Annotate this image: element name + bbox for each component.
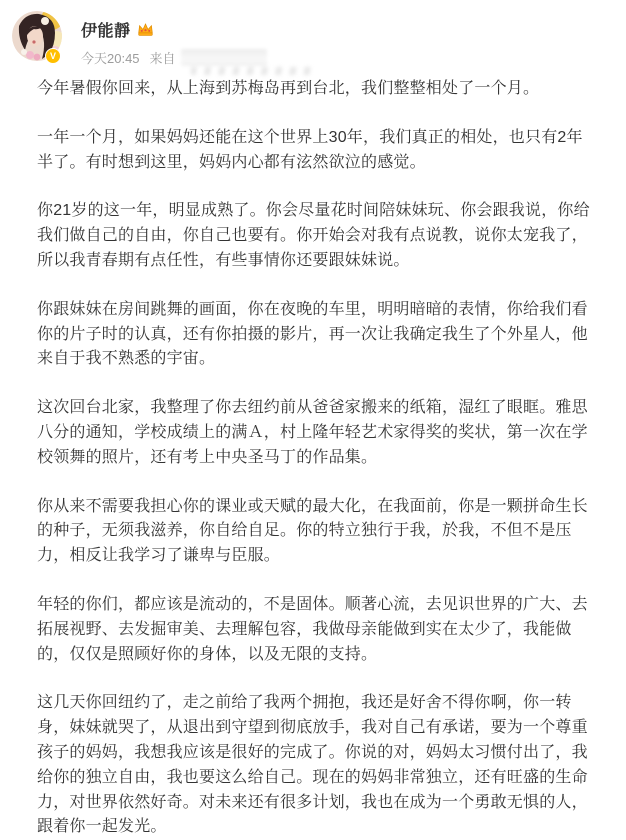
username[interactable]: 伊能靜 <box>81 23 131 40</box>
post-paragraph: 一年一个月，如果妈妈还能在这个世界上30年，我们真正的相处，也只有2年半了。有时想到这里，妈妈内心都有泫然欲泣的感觉。 <box>37 128 583 171</box>
post-timestamp[interactable]: 今天20:45 <box>81 51 140 66</box>
vip-crown-icon[interactable] <box>137 22 154 37</box>
post-paragraph: 年轻的你们，都应该是流动的，不是固体。顺著心流，去见识世界的广大、去拓展视野、去发掘审美、去理解包容，我做母亲能做到实在太少了，我能做的，仅仅是照顾好你的身体，以及无限的支持。 <box>37 595 588 663</box>
source-label: 来自 <box>149 51 176 66</box>
header-text <box>81 11 267 67</box>
post-header <box>0 0 626 67</box>
post-paragraph: 这次回台北家，我整理了你去纽约前从爸爸家搬来的纸箱，湿红了眼眶。雅思八分的通知，学校成绩上的满Ａ，村上隆年轻艺术家得奖的奖状，第一次在学校领舞的照片，还有考上中央圣马丁的作品集。 <box>37 399 588 466</box>
post-paragraph: 这几天你回纽约了，走之前给了我两个拥抱，我还是好舍不得你啊，你一转身，妹妹就哭了，从退出到守望到彻底放手，我对自己有承诺，要为一个尊重孩子的妈妈，我想我应该是很好的完成了。你说的对，妈妈太习惯付出了，我给你的独立自由，我也要这么给自己。现在的妈妈非常独立，还有旺盛的生命力，对世界依然好奇。对未来还有很多计划，我也在成为一个勇敢无惧的人，跟着你一起发光。 <box>37 694 588 836</box>
post-paragraph: 你21岁的这一年，明显成熟了。你会尽量花时间陪妹妹玩、你会跟我说，你给我们做自己的自由，你自己也要有。你开始会对我有点说教，说你太宠我了，所以我青春期有点任性，有些事情你还要跟妹妹说。 <box>37 202 590 269</box>
post-paragraph: 今年暑假你回来，从上海到苏梅岛再到台北，我们整整相处了一个月。 <box>37 80 540 97</box>
verified-v-badge-icon: V <box>45 48 61 64</box>
user-avatar[interactable] <box>12 11 62 61</box>
post-body <box>0 77 626 840</box>
source-name-blurred <box>181 49 267 66</box>
post-paragraph: 你跟妹妹在房间跳舞的画面，你在夜晚的车里，明明暗暗的表情，你给我们看你的片子时的认真，还有你拍摄的影片，再一次让我确定我生了个外星人，他来自于我不熟悉的宇宙。 <box>37 300 588 368</box>
post-meta <box>81 48 267 67</box>
post-paragraph: 你从来不需要我担心你的课业或天赋的最大化，在我面前，你是一颗拼命生长的种子，无须我滋养，你自给自足。你的特立独行于我，於我，不但不是压力，相反让我学习了谦卑与臣服。 <box>37 497 588 565</box>
